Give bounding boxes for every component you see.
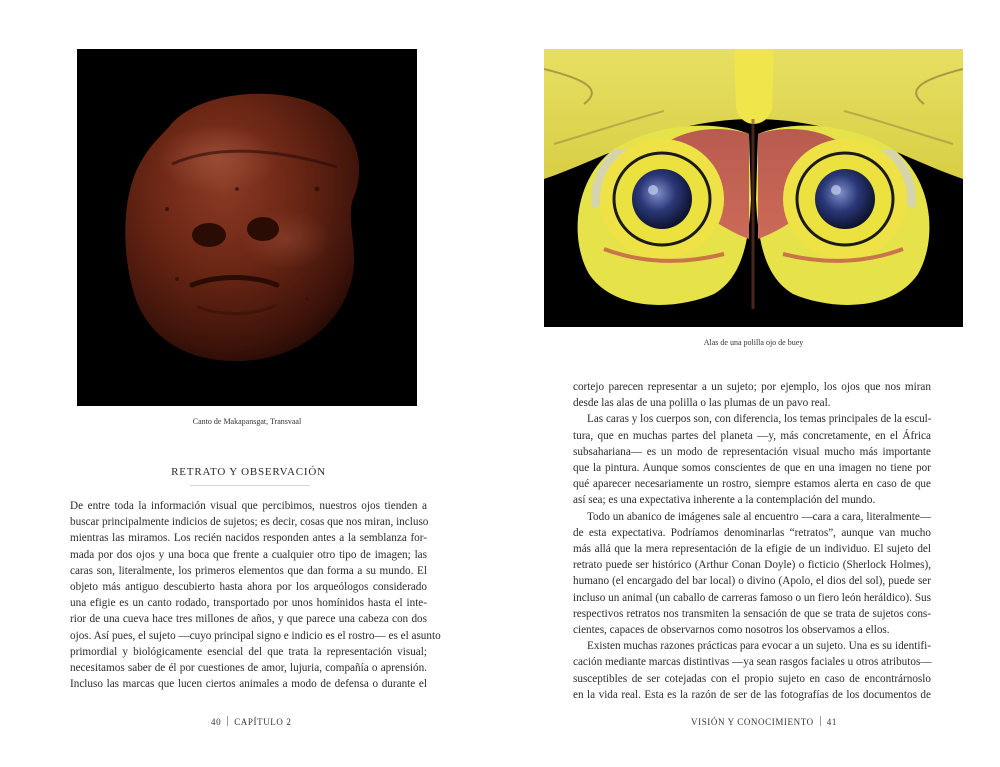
heading-divider: [190, 485, 310, 486]
moth-wings-photo: [544, 49, 963, 327]
footer-divider: [820, 716, 821, 726]
page-number: 40: [211, 717, 222, 727]
text-line: Existen muchas razones prácticas para evocar a un sujeto. Una es su identifi-: [587, 640, 931, 653]
text-line: humano (el encargado del bar local) o divino (Apolo, el dios del sol), puede ser: [573, 575, 931, 588]
text-line: que la pintura. Aunque somos conscientes de que en una imagen no tiene por: [573, 462, 931, 475]
section-heading: RETRATO Y OBSERVACIÓN: [171, 466, 326, 478]
pebble-illustration: [77, 49, 417, 406]
text-line: susceptibles de ser cotejadas con el propio sujeto en caso de encontrárnoslo: [573, 672, 931, 685]
text-line: ojos. Así pues, el sujeto —cuyo principal signo e indicio es el rostro— es el asunto: [70, 629, 441, 642]
moth-illustration: [544, 49, 963, 327]
running-head: CAPÍTULO 2: [234, 717, 292, 727]
text-line: cación mediante marcas distintivas —ya sean rasgos faciales u otros atributos—: [573, 656, 932, 669]
page-number: 41: [826, 717, 837, 727]
footer-divider: [227, 716, 228, 726]
text-line: necesitamos saber de él por cuestiones de amor, lujuria, compañía o aprensión.: [70, 662, 427, 675]
text-line: cortejo parecen representar a un sujeto; por ejemplo, los ojos que nos miran: [573, 381, 931, 393]
text-line: más allá que la mera representación de la efigie de un individuo. El sujeto del: [573, 543, 931, 556]
right-page: [500, 0, 1000, 767]
text-line: mada por dos ojos y una boca que frente a cualquier otro tipo de imagen; las: [70, 548, 427, 561]
text-line: objeto más antiguo descubierto hasta ahora por los arqueólogos considerado: [70, 581, 427, 594]
body-text: [70, 498, 441, 692]
text-line: incluso un animal (un caballo de carreras famoso o un fiero león heráldico). Sus: [573, 591, 931, 604]
text-line: buscar principalmente indicios de sujetos; es decir, cosas que nos miran, incluso: [70, 516, 429, 529]
text-line: subsahariana— es un modo de representación visual mucho más importante: [573, 445, 931, 458]
text-line: tura, que en muchas partes del planeta —y, más concretamente, en el África: [573, 429, 931, 442]
text-line: rior de una cueva hace tres millones de años, y que parece una cabeza con dos: [70, 613, 427, 626]
text-line: en la vida real. Esta es la razón de ser de las fotografías de los documentos de: [573, 688, 931, 701]
text-line: Incluso las marcas que lucen ciertos animales a modo de defensa o durante el: [70, 678, 427, 691]
body-text: [573, 379, 931, 703]
text-line: desde las alas de una polilla o las plumas de un pavo real.: [573, 397, 831, 410]
image-caption: Canto de Makapansgat, Transvaal: [192, 417, 302, 426]
text-line: mientras las miramos. Los recién nacidos responden antes a la semblanza for-: [70, 532, 427, 545]
text-line: primordial y biológicamente esencial del que trata la representación visual;: [70, 645, 427, 658]
text-line: retrato puede ser histórico (Arthur Conan Doyle) o ficticio (Sherlock Holmes),: [573, 559, 931, 572]
text-line: una efigie es un canto rodado, transportado por unos homínidos hasta el inte-: [70, 597, 427, 610]
text-line: respectivos retratos nos transmiten la sensación de que se trata de sujetos cons-: [573, 607, 931, 620]
page-footer: [691, 716, 837, 727]
image-caption: Alas de una polilla ojo de buey: [703, 338, 804, 347]
text-line: De entre toda la información visual que percibimos, nuestros ojos tienden a: [70, 500, 427, 512]
text-line: Las caras y los cuerpos son, con diferencia, los temas principales de la escul-: [587, 413, 932, 426]
text-line: de esta expectativa. Podríamos denominarlas “retratos”, aunque van mucho: [573, 526, 931, 539]
text-line: cientes, capaces de observarnos como nosotros los observamos a ellos.: [573, 624, 890, 637]
page-footer: [211, 716, 291, 727]
text-line: qué aparecer necesariamente un rostro, siempre estamos alerta en caso de que: [573, 478, 931, 491]
makapansgat-pebble-photo: [77, 49, 417, 406]
running-head: VISIÓN Y CONOCIMIENTO: [691, 717, 814, 727]
text-line: caras son, literalmente, los primeros elementos que dan forma a su mundo. El: [70, 564, 427, 577]
text-line: así sea; es una expectativa inherente a la contemplación del mundo.: [573, 494, 876, 507]
text-line: Todo un abanico de imágenes sale al encuentro —cara a cara, literalmente—: [587, 510, 931, 523]
